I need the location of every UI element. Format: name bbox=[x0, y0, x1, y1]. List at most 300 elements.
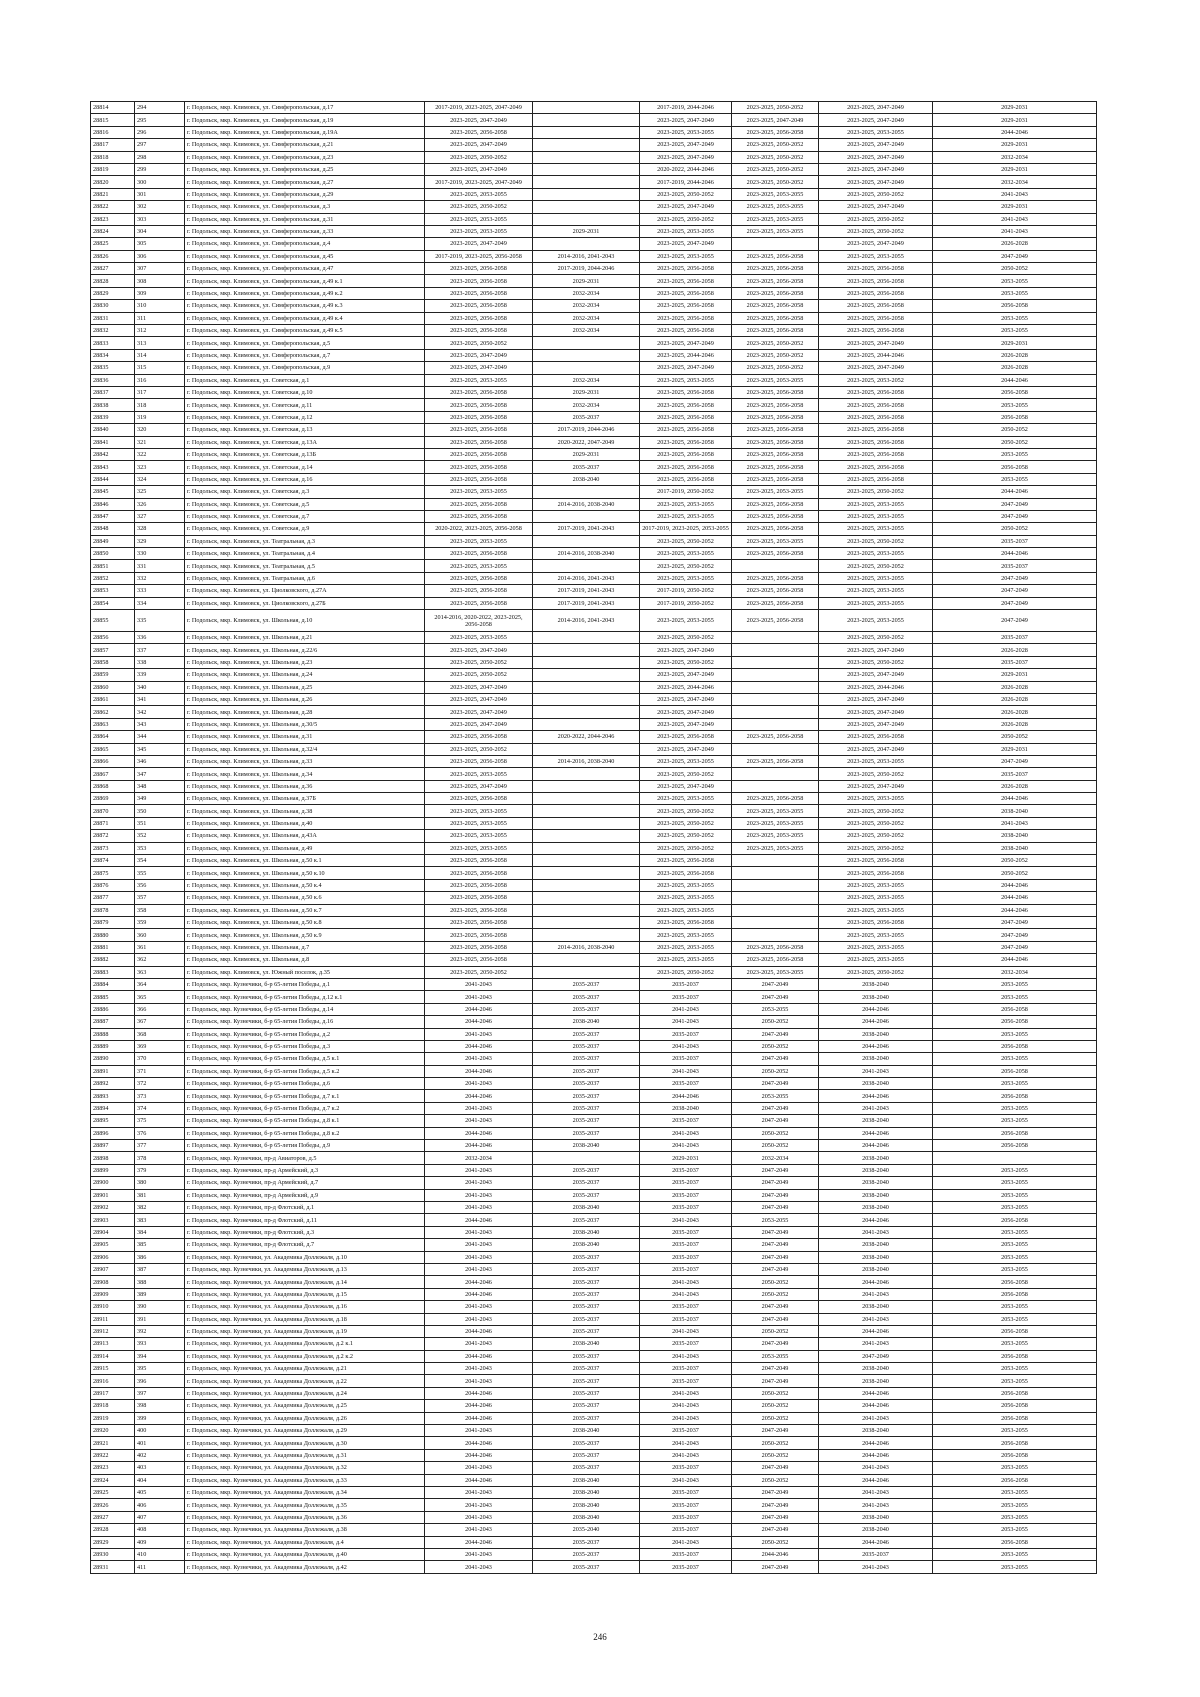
table-row bbox=[91, 448, 1097, 460]
cell-period_3: 2023-2025, 2047-2049 bbox=[640, 362, 732, 374]
cell-period_3: 2017-2019, 2023-2025, 2053-2055 bbox=[640, 523, 732, 535]
cell-period_5: 2023-2025, 2053-2055 bbox=[819, 572, 933, 584]
table-row bbox=[91, 188, 1097, 200]
cell-period_2 bbox=[533, 126, 640, 138]
cell-period_1: 2041-2043 bbox=[425, 1338, 533, 1350]
cell-id: 28814 bbox=[91, 102, 135, 114]
cell-period_4 bbox=[732, 768, 819, 780]
cell-period_1: 2023-2025, 2047-2049 bbox=[425, 644, 533, 656]
cell-period_1: 2041-2043 bbox=[425, 1524, 533, 1536]
cell-period_4: 2047-2049 bbox=[732, 1462, 819, 1474]
cell-address: г. Подольск, мкр. Климовск, ул. Симферопольская, д.47 bbox=[185, 263, 425, 275]
cell-period_5: 2023-2025, 2047-2049 bbox=[819, 151, 933, 163]
cell-num: 392 bbox=[135, 1325, 185, 1337]
cell-num: 365 bbox=[135, 991, 185, 1003]
cell-id: 28880 bbox=[91, 929, 135, 941]
cell-period_3: 2035-2037 bbox=[640, 1524, 732, 1536]
cell-id: 28835 bbox=[91, 362, 135, 374]
cell-period_1: 2023-2025, 2053-2055 bbox=[425, 374, 533, 386]
cell-period_5: 2023-2025, 2053-2055 bbox=[819, 892, 933, 904]
cell-num: 374 bbox=[135, 1102, 185, 1114]
cell-period_6: 2053-2055 bbox=[933, 448, 1097, 460]
cell-period_6: 2041-2043 bbox=[933, 188, 1097, 200]
cell-address: г. Подольск, мкр. Климовск, ул. Школьная, д.50 к.6 bbox=[185, 892, 425, 904]
cell-period_5: 2023-2025, 2053-2055 bbox=[819, 954, 933, 966]
cell-address: г. Подольск, мкр. Климовск, ул. Школьная, д.8 bbox=[185, 954, 425, 966]
cell-num: 321 bbox=[135, 436, 185, 448]
cell-id: 28838 bbox=[91, 399, 135, 411]
cell-period_4: 2047-2049 bbox=[732, 1561, 819, 1573]
cell-period_3: 2023-2025, 2056-2058 bbox=[640, 275, 732, 287]
cell-address: г. Подольск, мкр. Климовск, ул. Симферопольская, д.49 к.1 bbox=[185, 275, 425, 287]
cell-num: 349 bbox=[135, 793, 185, 805]
cell-period_2: 2020-2022, 2044-2046 bbox=[533, 731, 640, 743]
cell-address: г. Подольск, мкр. Климовск, ул. Советская, д.13Б bbox=[185, 448, 425, 460]
cell-period_1: 2023-2025, 2053-2055 bbox=[425, 225, 533, 237]
cell-num: 364 bbox=[135, 978, 185, 990]
cell-num: 383 bbox=[135, 1214, 185, 1226]
cell-num: 311 bbox=[135, 312, 185, 324]
cell-period_1: 2044-2046 bbox=[425, 1214, 533, 1226]
cell-period_2: 2035-2037 bbox=[533, 1301, 640, 1313]
cell-period_2: 2035-2037 bbox=[533, 1449, 640, 1461]
table-row bbox=[91, 855, 1097, 867]
cell-period_3: 2023-2025, 2053-2055 bbox=[640, 572, 732, 584]
cell-period_6: 2053-2055 bbox=[933, 1251, 1097, 1263]
cell-num: 309 bbox=[135, 287, 185, 299]
cell-period_6: 2044-2046 bbox=[933, 879, 1097, 891]
table-row bbox=[91, 1263, 1097, 1275]
cell-id: 28912 bbox=[91, 1325, 135, 1337]
cell-address: г. Подольск, мкр. Кузнечики, ул. Академика Доллежаля, д.19 bbox=[185, 1325, 425, 1337]
cell-period_4: 2050-2052 bbox=[732, 1065, 819, 1077]
cell-id: 28840 bbox=[91, 424, 135, 436]
cell-num: 348 bbox=[135, 780, 185, 792]
cell-period_5: 2038-2040 bbox=[819, 1152, 933, 1164]
cell-num: 335 bbox=[135, 610, 185, 632]
cell-period_4: 2023-2025, 2050-2052 bbox=[732, 176, 819, 188]
cell-period_2: 2017-2019, 2041-2043 bbox=[533, 585, 640, 597]
cell-period_1: 2023-2025, 2047-2049 bbox=[425, 693, 533, 705]
cell-period_5: 2023-2025, 2053-2055 bbox=[819, 904, 933, 916]
cell-id: 28872 bbox=[91, 830, 135, 842]
cell-address: г. Подольск, мкр. Кузнечики, ул. Академика Доллежаля, д.4 bbox=[185, 1536, 425, 1548]
cell-address: г. Подольск, мкр. Климовск, ул. Симферопольская, д.29 bbox=[185, 188, 425, 200]
schedule-table-body bbox=[91, 102, 1097, 1574]
cell-period_1: 2023-2025, 2056-2058 bbox=[425, 275, 533, 287]
cell-period_4 bbox=[732, 632, 819, 644]
cell-period_5: 2038-2040 bbox=[819, 1251, 933, 1263]
cell-period_6: 2041-2043 bbox=[933, 817, 1097, 829]
cell-period_2: 2038-2040 bbox=[533, 1499, 640, 1511]
cell-period_6: 2053-2055 bbox=[933, 1375, 1097, 1387]
cell-period_1: 2023-2025, 2053-2055 bbox=[425, 842, 533, 854]
cell-period_4: 2023-2025, 2056-2058 bbox=[732, 386, 819, 398]
cell-address: г. Подольск, мкр. Кузнечики, пр-д Армейский, д.3 bbox=[185, 1164, 425, 1176]
cell-num: 324 bbox=[135, 473, 185, 485]
cell-id: 28817 bbox=[91, 139, 135, 151]
cell-period_4: 2023-2025, 2056-2058 bbox=[732, 510, 819, 522]
table-row bbox=[91, 349, 1097, 361]
table-row bbox=[91, 250, 1097, 262]
cell-period_1: 2023-2025, 2056-2058 bbox=[425, 436, 533, 448]
cell-period_5: 2038-2040 bbox=[819, 978, 933, 990]
cell-id: 28927 bbox=[91, 1511, 135, 1523]
cell-period_5: 2023-2025, 2056-2058 bbox=[819, 855, 933, 867]
cell-period_3: 2017-2019, 2044-2046 bbox=[640, 102, 732, 114]
cell-period_5: 2023-2025, 2047-2049 bbox=[819, 743, 933, 755]
cell-period_6: 2038-2040 bbox=[933, 842, 1097, 854]
cell-address: г. Подольск, мкр. Климовск, ул. Советская, д.7 bbox=[185, 510, 425, 522]
cell-period_6: 2056-2058 bbox=[933, 1288, 1097, 1300]
cell-period_5: 2023-2025, 2050-2052 bbox=[819, 656, 933, 668]
cell-id: 28916 bbox=[91, 1375, 135, 1387]
cell-period_2: 2032-2034 bbox=[533, 287, 640, 299]
cell-period_6: 2056-2058 bbox=[933, 1127, 1097, 1139]
cell-period_2 bbox=[533, 1152, 640, 1164]
cell-period_6: 2026-2028 bbox=[933, 238, 1097, 250]
cell-address: г. Подольск, мкр. Кузнечики, пр-д Авиаторов, д.5 bbox=[185, 1152, 425, 1164]
cell-period_2: 2035-2037 bbox=[533, 978, 640, 990]
cell-period_2 bbox=[533, 693, 640, 705]
cell-period_1: 2023-2025, 2056-2058 bbox=[425, 867, 533, 879]
cell-id: 28901 bbox=[91, 1189, 135, 1201]
cell-period_1: 2044-2046 bbox=[425, 1040, 533, 1052]
cell-period_6: 2044-2046 bbox=[933, 904, 1097, 916]
cell-address: г. Подольск, мкр. Кузнечики, пр-д Флотский, д.1 bbox=[185, 1201, 425, 1213]
cell-num: 399 bbox=[135, 1412, 185, 1424]
cell-period_5: 2023-2025, 2047-2049 bbox=[819, 337, 933, 349]
cell-id: 28868 bbox=[91, 780, 135, 792]
cell-id: 28877 bbox=[91, 892, 135, 904]
table-row bbox=[91, 830, 1097, 842]
cell-address: г. Подольск, мкр. Климовск, ул. Симферопольская, д.17 bbox=[185, 102, 425, 114]
cell-period_2 bbox=[533, 904, 640, 916]
cell-id: 28928 bbox=[91, 1524, 135, 1536]
table-row bbox=[91, 879, 1097, 891]
cell-period_3: 2023-2025, 2053-2055 bbox=[640, 126, 732, 138]
cell-period_3: 2041-2043 bbox=[640, 1400, 732, 1412]
cell-num: 370 bbox=[135, 1053, 185, 1065]
cell-period_4: 2023-2025, 2056-2058 bbox=[732, 731, 819, 743]
cell-num: 362 bbox=[135, 954, 185, 966]
cell-period_4: 2047-2049 bbox=[732, 1499, 819, 1511]
cell-address: г. Подольск, мкр. Климовск, ул. Школьная, д.30/5 bbox=[185, 718, 425, 730]
cell-period_2: 2038-2040 bbox=[533, 1511, 640, 1523]
cell-address: г. Подольск, мкр. Кузнечики, б-р 65-летия Победы, д.1 bbox=[185, 978, 425, 990]
cell-period_5: 2038-2040 bbox=[819, 1189, 933, 1201]
table-row bbox=[91, 1338, 1097, 1350]
cell-id: 28907 bbox=[91, 1263, 135, 1275]
table-row bbox=[91, 1028, 1097, 1040]
cell-id: 28825 bbox=[91, 238, 135, 250]
cell-id: 28830 bbox=[91, 300, 135, 312]
cell-num: 336 bbox=[135, 632, 185, 644]
cell-period_6: 2053-2055 bbox=[933, 991, 1097, 1003]
cell-period_6: 2053-2055 bbox=[933, 1561, 1097, 1573]
table-row bbox=[91, 780, 1097, 792]
table-row bbox=[91, 510, 1097, 522]
cell-period_2: 2035-2037 bbox=[533, 1040, 640, 1052]
cell-period_6: 2053-2055 bbox=[933, 1164, 1097, 1176]
cell-period_5: 2041-2043 bbox=[819, 1288, 933, 1300]
table-row bbox=[91, 325, 1097, 337]
cell-period_2 bbox=[533, 718, 640, 730]
cell-num: 386 bbox=[135, 1251, 185, 1263]
cell-id: 28852 bbox=[91, 572, 135, 584]
cell-period_6: 2029-2031 bbox=[933, 743, 1097, 755]
cell-period_5: 2023-2025, 2053-2055 bbox=[819, 597, 933, 609]
cell-id: 28844 bbox=[91, 473, 135, 485]
cell-period_6: 2056-2058 bbox=[933, 1003, 1097, 1015]
cell-period_2: 2035-2037 bbox=[533, 1177, 640, 1189]
cell-num: 354 bbox=[135, 855, 185, 867]
cell-period_4 bbox=[732, 560, 819, 572]
cell-period_5: 2023-2025, 2047-2049 bbox=[819, 201, 933, 213]
cell-period_3: 2023-2025, 2056-2058 bbox=[640, 287, 732, 299]
cell-period_2 bbox=[533, 163, 640, 175]
cell-period_2: 2035-2037 bbox=[533, 1214, 640, 1226]
table-row bbox=[91, 374, 1097, 386]
cell-period_1: 2023-2025, 2050-2052 bbox=[425, 669, 533, 681]
cell-period_3: 2023-2025, 2053-2055 bbox=[640, 250, 732, 262]
cell-period_1: 2023-2025, 2047-2049 bbox=[425, 681, 533, 693]
cell-period_3: 2023-2025, 2053-2055 bbox=[640, 510, 732, 522]
cell-num: 403 bbox=[135, 1462, 185, 1474]
cell-period_3: 2023-2025, 2056-2058 bbox=[640, 448, 732, 460]
cell-period_3: 2023-2025, 2053-2055 bbox=[640, 548, 732, 560]
cell-id: 28858 bbox=[91, 656, 135, 668]
cell-address: г. Подольск, мкр. Климовск, ул. Советская, д.16 bbox=[185, 473, 425, 485]
cell-num: 368 bbox=[135, 1028, 185, 1040]
cell-period_4: 2023-2025, 2050-2052 bbox=[732, 151, 819, 163]
cell-address: г. Подольск, мкр. Кузнечики, ул. Академика Доллежаля, д.42 bbox=[185, 1561, 425, 1573]
cell-period_1: 2041-2043 bbox=[425, 1078, 533, 1090]
cell-period_1: 2041-2043 bbox=[425, 1375, 533, 1387]
cell-id: 28893 bbox=[91, 1090, 135, 1102]
cell-period_5: 2044-2046 bbox=[819, 1387, 933, 1399]
cell-num: 301 bbox=[135, 188, 185, 200]
cell-period_2: 2029-2031 bbox=[533, 448, 640, 460]
cell-address: г. Подольск, мкр. Климовск, ул. Школьная, д.50 к.10 bbox=[185, 867, 425, 879]
cell-period_3: 2035-2037 bbox=[640, 1462, 732, 1474]
table-row bbox=[91, 1363, 1097, 1375]
cell-period_4 bbox=[732, 917, 819, 929]
cell-period_5: 2023-2025, 2056-2058 bbox=[819, 461, 933, 473]
cell-period_4: 2023-2025, 2053-2055 bbox=[732, 535, 819, 547]
cell-address: г. Подольск, мкр. Климовск, ул. Школьная, д.50 к.8 bbox=[185, 917, 425, 929]
cell-period_3: 2041-2043 bbox=[640, 1127, 732, 1139]
cell-period_6: 2053-2055 bbox=[933, 1462, 1097, 1474]
cell-address: г. Подольск, мкр. Кузнечики, ул. Академика Доллежаля, д.26 bbox=[185, 1412, 425, 1424]
cell-period_1: 2020-2022, 2023-2025, 2056-2058 bbox=[425, 523, 533, 535]
cell-address: г. Подольск, мкр. Климовск, ул. Школьная, д.38 bbox=[185, 805, 425, 817]
table-row bbox=[91, 1078, 1097, 1090]
cell-id: 28862 bbox=[91, 706, 135, 718]
cell-period_5: 2044-2046 bbox=[819, 1400, 933, 1412]
table-row bbox=[91, 892, 1097, 904]
cell-period_1: 2041-2043 bbox=[425, 978, 533, 990]
cell-period_6: 2053-2055 bbox=[933, 1486, 1097, 1498]
cell-num: 394 bbox=[135, 1350, 185, 1362]
cell-period_3: 2044-2046 bbox=[640, 1090, 732, 1102]
cell-period_5: 2044-2046 bbox=[819, 1127, 933, 1139]
cell-num: 385 bbox=[135, 1239, 185, 1251]
cell-period_2 bbox=[533, 644, 640, 656]
cell-period_4: 2047-2049 bbox=[732, 1102, 819, 1114]
cell-period_6: 2053-2055 bbox=[933, 1425, 1097, 1437]
cell-period_2: 2035-2037 bbox=[533, 1437, 640, 1449]
cell-period_4: 2050-2052 bbox=[732, 1536, 819, 1548]
cell-period_3: 2023-2025, 2044-2046 bbox=[640, 349, 732, 361]
cell-period_4: 2023-2025, 2053-2055 bbox=[732, 188, 819, 200]
cell-address: г. Подольск, мкр. Климовск, ул. Симферопольская, д.49 к.3 bbox=[185, 300, 425, 312]
cell-period_6: 2050-2052 bbox=[933, 263, 1097, 275]
cell-period_1: 2044-2046 bbox=[425, 1127, 533, 1139]
cell-period_6: 2053-2055 bbox=[933, 312, 1097, 324]
cell-period_6: 2044-2046 bbox=[933, 793, 1097, 805]
cell-period_6: 2053-2055 bbox=[933, 1239, 1097, 1251]
cell-address: г. Подольск, мкр. Кузнечики, пр-д Армейский, д.7 bbox=[185, 1177, 425, 1189]
cell-id: 28857 bbox=[91, 644, 135, 656]
cell-id: 28910 bbox=[91, 1301, 135, 1313]
cell-period_5: 2038-2040 bbox=[819, 1425, 933, 1437]
cell-period_3: 2017-2019, 2044-2046 bbox=[640, 176, 732, 188]
table-row bbox=[91, 610, 1097, 632]
cell-period_4 bbox=[732, 780, 819, 792]
table-row bbox=[91, 656, 1097, 668]
cell-period_6: 2035-2037 bbox=[933, 632, 1097, 644]
cell-num: 381 bbox=[135, 1189, 185, 1201]
cell-address: г. Подольск, мкр. Климовск, ул. Школьная, д.22/6 bbox=[185, 644, 425, 656]
cell-period_3: 2023-2025, 2047-2049 bbox=[640, 139, 732, 151]
cell-address: г. Подольск, мкр. Климовск, ул. Симферопольская, д.25 bbox=[185, 163, 425, 175]
cell-period_5: 2023-2025, 2050-2052 bbox=[819, 486, 933, 498]
cell-period_5: 2041-2043 bbox=[819, 1462, 933, 1474]
cell-period_2: 2035-2037 bbox=[533, 1387, 640, 1399]
cell-period_2: 2014-2016, 2038-2040 bbox=[533, 498, 640, 510]
cell-address: г. Подольск, мкр. Кузнечики, ул. Академика Доллежаля, д.29 bbox=[185, 1425, 425, 1437]
cell-period_5: 2023-2025, 2044-2046 bbox=[819, 681, 933, 693]
cell-period_4: 2047-2049 bbox=[732, 1375, 819, 1387]
cell-id: 28873 bbox=[91, 842, 135, 854]
cell-period_6: 2053-2055 bbox=[933, 1338, 1097, 1350]
cell-period_5: 2023-2025, 2056-2058 bbox=[819, 399, 933, 411]
cell-period_1: 2023-2025, 2053-2055 bbox=[425, 560, 533, 572]
table-row bbox=[91, 842, 1097, 854]
cell-num: 379 bbox=[135, 1164, 185, 1176]
cell-period_4: 2023-2025, 2053-2055 bbox=[732, 225, 819, 237]
cell-id: 28883 bbox=[91, 966, 135, 978]
cell-id: 28832 bbox=[91, 325, 135, 337]
cell-period_2: 2035-2037 bbox=[533, 1003, 640, 1015]
cell-period_6: 2035-2037 bbox=[933, 535, 1097, 547]
cell-period_5: 2035-2037 bbox=[819, 1548, 933, 1560]
cell-period_2 bbox=[533, 706, 640, 718]
cell-period_5: 2023-2025, 2053-2055 bbox=[819, 498, 933, 510]
cell-num: 351 bbox=[135, 817, 185, 829]
cell-period_1: 2041-2043 bbox=[425, 1201, 533, 1213]
cell-num: 313 bbox=[135, 337, 185, 349]
cell-id: 28911 bbox=[91, 1313, 135, 1325]
cell-period_5: 2044-2046 bbox=[819, 1474, 933, 1486]
cell-num: 355 bbox=[135, 867, 185, 879]
cell-period_4: 2050-2052 bbox=[732, 1288, 819, 1300]
cell-id: 28921 bbox=[91, 1437, 135, 1449]
cell-period_5: 2023-2025, 2050-2052 bbox=[819, 768, 933, 780]
cell-period_2: 2029-2031 bbox=[533, 386, 640, 398]
table-row bbox=[91, 287, 1097, 299]
cell-address: г. Подольск, мкр. Кузнечики, б-р 65-летия Победы, д.7 к.1 bbox=[185, 1090, 425, 1102]
cell-num: 306 bbox=[135, 250, 185, 262]
cell-period_2: 2035-2037 bbox=[533, 991, 640, 1003]
cell-period_4: 2050-2052 bbox=[732, 1474, 819, 1486]
table-row bbox=[91, 978, 1097, 990]
cell-period_4: 2047-2049 bbox=[732, 1251, 819, 1263]
cell-num: 337 bbox=[135, 644, 185, 656]
cell-period_5: 2023-2025, 2047-2049 bbox=[819, 176, 933, 188]
table-row bbox=[91, 991, 1097, 1003]
cell-period_6 bbox=[933, 1152, 1097, 1164]
cell-period_1: 2023-2025, 2056-2058 bbox=[425, 755, 533, 767]
cell-id: 28881 bbox=[91, 941, 135, 953]
table-row bbox=[91, 436, 1097, 448]
table-row bbox=[91, 1065, 1097, 1077]
cell-period_6: 2038-2040 bbox=[933, 830, 1097, 842]
table-row bbox=[91, 535, 1097, 547]
cell-num: 353 bbox=[135, 842, 185, 854]
table-row bbox=[91, 817, 1097, 829]
cell-period_4: 2023-2025, 2056-2058 bbox=[732, 548, 819, 560]
cell-period_6: 2056-2058 bbox=[933, 1325, 1097, 1337]
cell-num: 405 bbox=[135, 1486, 185, 1498]
cell-period_3: 2023-2025, 2056-2058 bbox=[640, 411, 732, 423]
cell-period_2: 2035-2037 bbox=[533, 1536, 640, 1548]
cell-period_4: 2023-2025, 2056-2058 bbox=[732, 275, 819, 287]
cell-num: 330 bbox=[135, 548, 185, 560]
cell-id: 28820 bbox=[91, 176, 135, 188]
cell-period_3: 2041-2043 bbox=[640, 1288, 732, 1300]
cell-period_1: 2023-2025, 2047-2049 bbox=[425, 349, 533, 361]
cell-period_6: 2041-2043 bbox=[933, 213, 1097, 225]
cell-period_2: 2035-2037 bbox=[533, 1102, 640, 1114]
cell-period_4 bbox=[732, 644, 819, 656]
table-row bbox=[91, 805, 1097, 817]
cell-period_2 bbox=[533, 855, 640, 867]
cell-period_1: 2023-2025, 2053-2055 bbox=[425, 188, 533, 200]
cell-period_6: 2053-2055 bbox=[933, 1301, 1097, 1313]
cell-period_6: 2053-2055 bbox=[933, 1263, 1097, 1275]
cell-period_1: 2041-2043 bbox=[425, 1462, 533, 1474]
cell-num: 312 bbox=[135, 325, 185, 337]
cell-period_6: 2053-2055 bbox=[933, 1524, 1097, 1536]
cell-period_4: 2023-2025, 2056-2058 bbox=[732, 597, 819, 609]
cell-num: 360 bbox=[135, 929, 185, 941]
cell-period_4: 2023-2025, 2050-2052 bbox=[732, 102, 819, 114]
cell-address: г. Подольск, мкр. Кузнечики, ул. Академика Доллежаля, д.15 bbox=[185, 1288, 425, 1300]
cell-id: 28902 bbox=[91, 1201, 135, 1213]
cell-period_4: 2023-2025, 2056-2058 bbox=[732, 473, 819, 485]
cell-id: 28892 bbox=[91, 1078, 135, 1090]
cell-num: 329 bbox=[135, 535, 185, 547]
cell-period_6: 2056-2058 bbox=[933, 1387, 1097, 1399]
cell-period_3: 2023-2025, 2047-2049 bbox=[640, 644, 732, 656]
cell-period_3: 2035-2037 bbox=[640, 1486, 732, 1498]
cell-period_3: 2035-2037 bbox=[640, 1189, 732, 1201]
cell-num: 308 bbox=[135, 275, 185, 287]
cell-period_2 bbox=[533, 954, 640, 966]
cell-period_5: 2023-2025, 2053-2055 bbox=[819, 929, 933, 941]
